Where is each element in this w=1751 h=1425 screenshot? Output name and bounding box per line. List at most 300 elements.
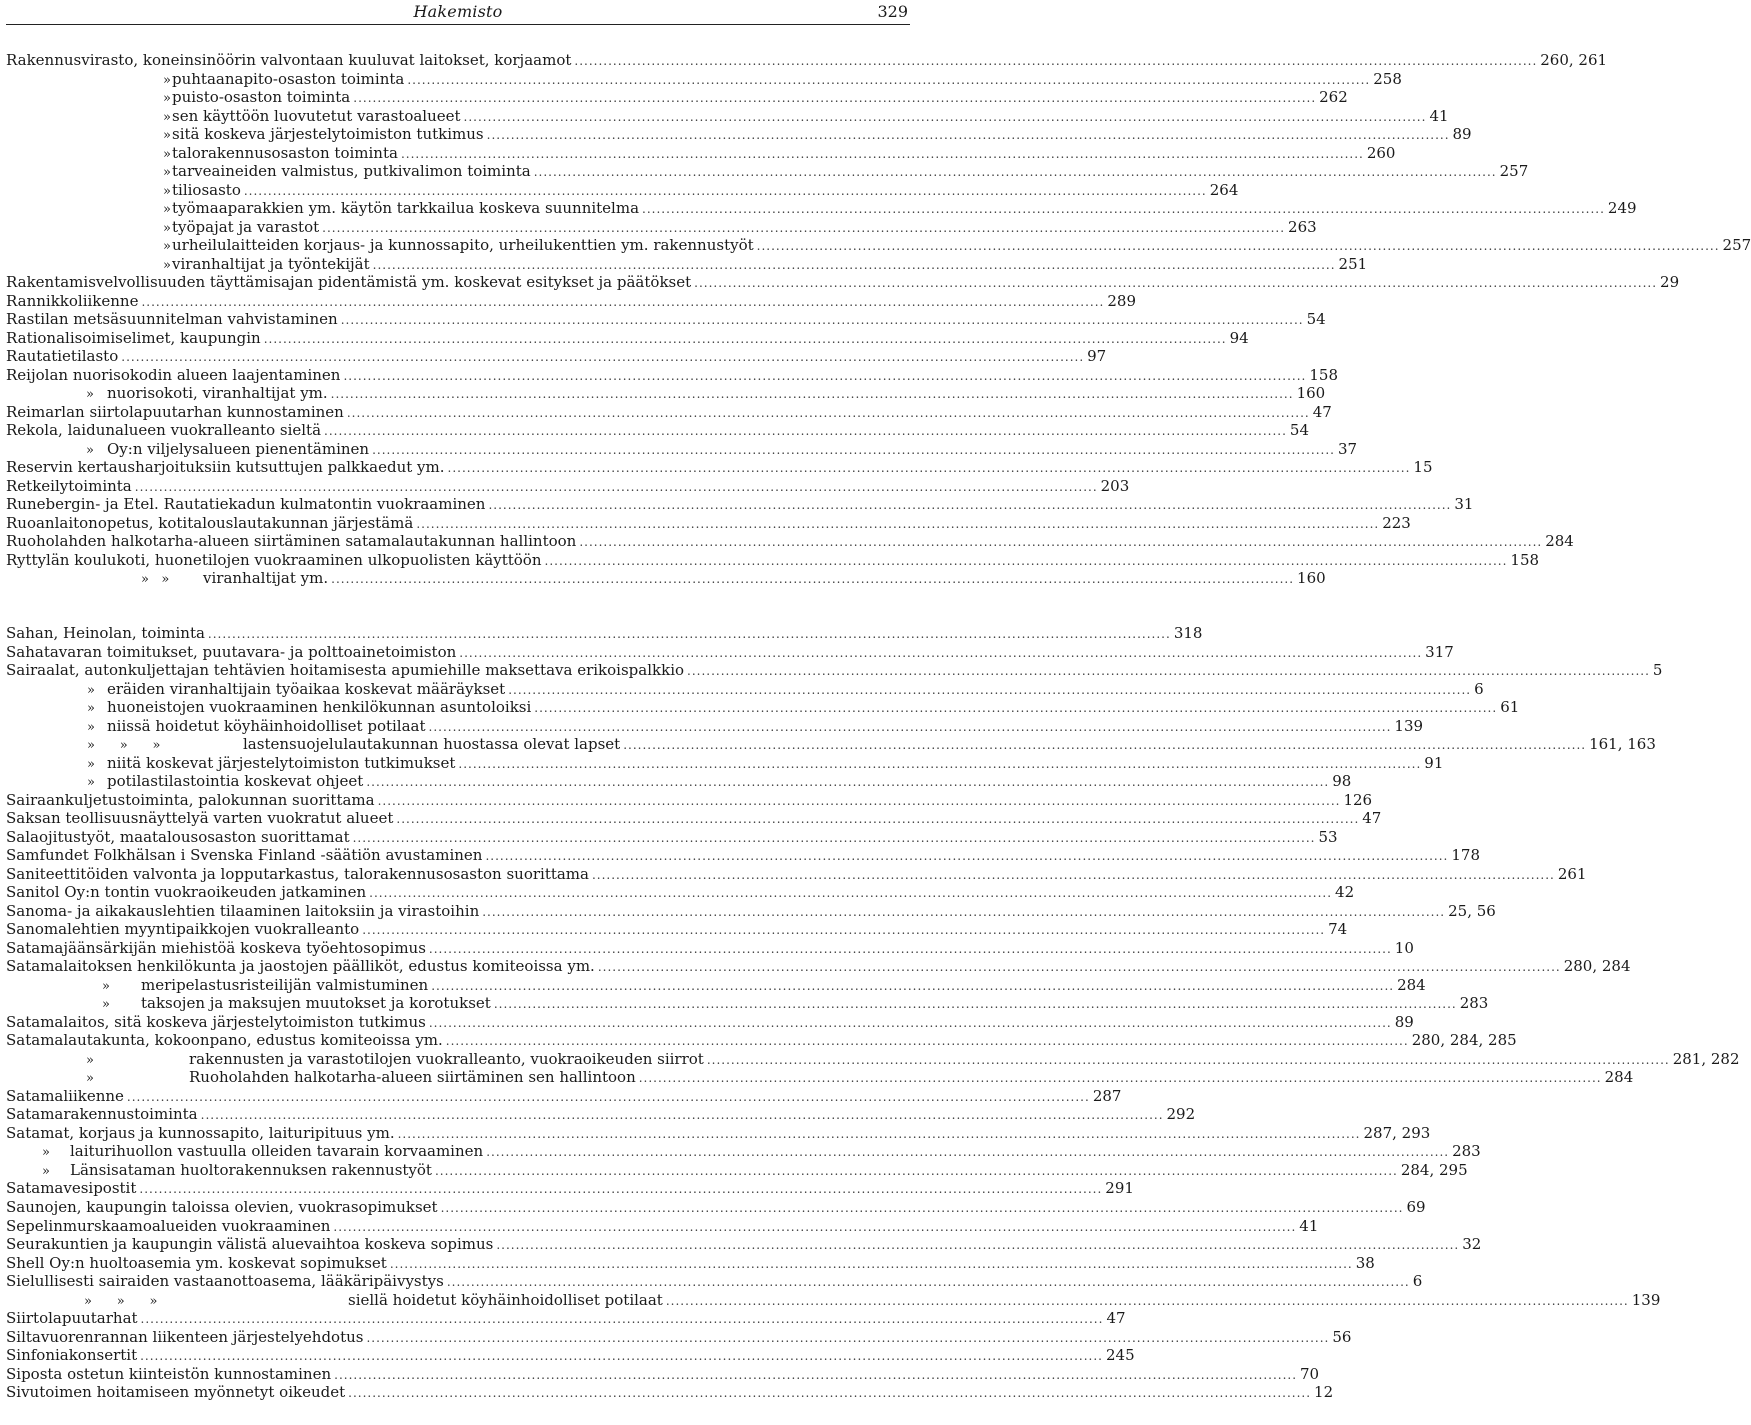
leader-dots: ........................................................................................................................................................................................................ bbox=[459, 645, 1423, 660]
leader-dots: ........................................................................................................................................................................................................ bbox=[331, 572, 1295, 587]
index-entry bbox=[6, 162, 1529, 181]
index-entry bbox=[6, 883, 1355, 902]
page-reference: 287, 293 bbox=[1363, 1123, 1431, 1142]
entry-text: Rannikkoliikenne bbox=[6, 291, 139, 310]
index-entry bbox=[6, 1123, 1431, 1143]
page-reference: 74 bbox=[1328, 920, 1348, 939]
ditto-mark: » bbox=[86, 1071, 94, 1087]
page-reference: 158 bbox=[1309, 365, 1338, 384]
entry-text: Rautatietilasto bbox=[6, 347, 119, 366]
page-reference: 98 bbox=[1332, 772, 1352, 791]
entry-text: Samfundet Folkhälsan i Svenska Finland -säätiön avustaminen bbox=[6, 846, 483, 865]
page-reference: 318 bbox=[1173, 624, 1203, 642]
index-entry bbox=[6, 846, 1480, 865]
leader-dots: ........................................................................................................................................................................................................ bbox=[407, 72, 1371, 87]
ditto-mark: » bbox=[163, 146, 171, 162]
entry-text: Seurakuntien ja kaupungin välistä aluevaihtoa koskeva sopimus bbox=[6, 1235, 494, 1254]
page-reference: 15 bbox=[1413, 458, 1433, 477]
index-entry bbox=[6, 365, 1338, 385]
index-entry bbox=[6, 217, 1317, 237]
page-reference: 317 bbox=[1425, 642, 1454, 661]
leader-dots: ........................................................................................................................................................................................................ bbox=[446, 1275, 1410, 1290]
entry-text: työmaaparakkien ym. käytön tarkkailua koskeva suunnitelma bbox=[172, 199, 640, 218]
ditto-mark: » bbox=[87, 682, 95, 698]
page-reference: 160 bbox=[1297, 569, 1326, 588]
leader-dots: ........................................................................................................................................................................................................ bbox=[534, 701, 1498, 716]
leader-dots: ........................................................................................................................................................................................................ bbox=[447, 461, 1411, 476]
index-entry bbox=[6, 716, 1424, 736]
entry-text: Satamalaitoksen henkilökunta ja jaostojen päälliköt, edustus komiteoissa ym. bbox=[6, 957, 595, 976]
leader-dots: ........................................................................................................................................................................................................ bbox=[353, 91, 1317, 106]
page-reference: 203 bbox=[1100, 476, 1130, 495]
leader-dots: ........................................................................................................................................................................................................ bbox=[340, 313, 1304, 328]
page-reference: 89 bbox=[1394, 1012, 1414, 1031]
leader-dots: ........................................................................................................................................................................................................ bbox=[334, 1367, 1298, 1382]
leader-dots: ........................................................................................................................................................................................................ bbox=[496, 1238, 1460, 1253]
page-reference: 245 bbox=[1106, 1346, 1135, 1365]
page-reference: 69 bbox=[1406, 1197, 1426, 1216]
leader-dots: ........................................................................................................................................................................................................ bbox=[694, 276, 1658, 291]
entry-text: sitä koskeva järjestelytoimiston tutkimus bbox=[172, 125, 484, 144]
entry-text: Sahatavaran toimitukset, puutavara- ja polttoainetoimiston bbox=[6, 642, 457, 661]
leader-dots: ........................................................................................................................................................................................................ bbox=[389, 1256, 1353, 1271]
index-entry bbox=[6, 827, 1338, 847]
leader-dots: ........................................................................................................................................................................................................ bbox=[243, 183, 1207, 198]
entry-text: lastensuojelulautakunnan huostassa olevat lapset bbox=[243, 735, 621, 754]
entry-text: potilastilastointia koskevat ohjeet bbox=[107, 772, 364, 791]
leader-dots: ........................................................................................................................................................................................................ bbox=[434, 1163, 1398, 1178]
page-reference: 160 bbox=[1296, 384, 1326, 403]
leader-dots: ........................................................................................................................................................................................................ bbox=[458, 756, 1422, 771]
leader-dots: ........................................................................................................................................................................................................ bbox=[428, 1015, 1392, 1030]
ditto-mark: » » » bbox=[87, 738, 161, 754]
ditto-mark: » bbox=[87, 756, 95, 772]
leader-dots: ........................................................................................................................................................................................................ bbox=[493, 997, 1457, 1012]
index-entry bbox=[6, 753, 1444, 773]
ditto-mark: » bbox=[102, 978, 110, 994]
index-entry bbox=[6, 1272, 1423, 1291]
page-reference: 70 bbox=[1300, 1364, 1320, 1383]
page-reference: 139 bbox=[1394, 716, 1424, 735]
index-entry bbox=[6, 180, 1239, 200]
page-reference: 47 bbox=[1312, 402, 1332, 421]
entry-text: Satamavesipostit bbox=[6, 1179, 137, 1198]
page-reference: 291 bbox=[1105, 1179, 1134, 1198]
index-entry bbox=[6, 624, 1203, 643]
leader-dots: ........................................................................................................................................................................................................ bbox=[706, 1052, 1670, 1067]
page-reference: 56 bbox=[1332, 1327, 1352, 1346]
index-entry bbox=[6, 957, 1631, 976]
entry-text: Ruoholahden halkotarha-alueen siirtäminen satamalautakunnan hallintoon bbox=[6, 532, 577, 551]
leader-dots: ........................................................................................................................................................................................................ bbox=[756, 239, 1720, 254]
entry-text: Sairaalat, autonkuljettajan tehtävien hoitamisesta apumiehille maksettava erikoispalkkio bbox=[6, 661, 685, 680]
index-entry bbox=[6, 273, 1680, 292]
page-reference: 10 bbox=[1394, 938, 1414, 957]
entry-text: Sanoma- ja aikakauslehtien tilaaminen laitoksiin ja virastoihin bbox=[6, 901, 480, 920]
index-entry bbox=[6, 1309, 1126, 1328]
page-reference: 264 bbox=[1209, 180, 1239, 199]
entry-text: taksojen ja maksujen muutokset ja korotukset bbox=[141, 994, 491, 1013]
leader-dots: ........................................................................................................................................................................................................ bbox=[642, 202, 1605, 217]
entry-text: Länsisataman huoltorakennuksen rakennustyöt bbox=[70, 1160, 432, 1179]
page-reference: 262 bbox=[1319, 88, 1348, 107]
entry-text: eräiden viranhaltijain työaikaa koskevat määräykset bbox=[107, 679, 506, 698]
entry-text: Satamarakennustoiminta bbox=[6, 1105, 198, 1124]
entry-text: Reijolan nuorisokodin alueen laajentaminen bbox=[6, 365, 341, 384]
leader-dots: ........................................................................................................................................................................................................ bbox=[366, 775, 1330, 790]
ditto-mark: » bbox=[42, 1163, 50, 1179]
leader-dots: ........................................................................................................................................................................................................ bbox=[665, 1293, 1629, 1308]
index-entry bbox=[6, 550, 1540, 570]
page-reference: 31 bbox=[1454, 495, 1474, 514]
page-reference: 283 bbox=[1459, 994, 1489, 1013]
page-reference: 283 bbox=[1452, 1142, 1481, 1161]
entry-text: Siposta ostetun kiinteistön kunnostaminen bbox=[6, 1364, 332, 1383]
leader-dots: ........................................................................................................................................................................................................ bbox=[440, 1200, 1404, 1215]
leader-dots: ........................................................................................................................................................................................................ bbox=[377, 793, 1341, 808]
page-reference: 41 bbox=[1299, 1216, 1319, 1235]
page-reference: 258 bbox=[1373, 69, 1402, 88]
entry-text: Satamaliikenne bbox=[6, 1086, 124, 1105]
entry-text: Sepelinmurskaamoalueiden vuokraaminen bbox=[6, 1216, 331, 1235]
page-reference: 161, 163 bbox=[1589, 735, 1656, 754]
leader-dots: ........................................................................................................................................................................................................ bbox=[508, 682, 1472, 697]
index-entry bbox=[6, 1142, 1481, 1161]
page-reference: 25, 56 bbox=[1448, 901, 1496, 920]
index-entry bbox=[6, 938, 1414, 958]
entry-text: Satamat, korjaus ja kunnossapito, laituripituus ym. bbox=[6, 1123, 395, 1142]
page-reference: 257 bbox=[1499, 162, 1529, 181]
index-entry bbox=[6, 1049, 1740, 1069]
ditto-mark: » bbox=[86, 442, 94, 458]
index-entry bbox=[6, 679, 1484, 699]
page-reference: 97 bbox=[1087, 347, 1107, 366]
entry-text: niitä koskevat järjestelytoimiston tutkimukset bbox=[107, 753, 456, 772]
leader-dots: ........................................................................................................................................................................................................ bbox=[348, 1386, 1312, 1401]
leader-dots: ........................................................................................................................................................................................................ bbox=[445, 1034, 1409, 1049]
entry-text: työpajat ja varastot bbox=[172, 217, 320, 236]
entry-text: Sinfoniakonsertit bbox=[6, 1346, 138, 1365]
entry-text: Sairaankuljetustoiminta, palokunnan suorittama bbox=[6, 790, 375, 809]
index-entry bbox=[6, 642, 1454, 662]
page-reference: 260 bbox=[1366, 143, 1396, 162]
entry-text: puisto-osaston toiminta bbox=[172, 88, 351, 107]
entry-text: Saniteettitöiden valvonta ja lopputarkastus, talorakennusosaston suorittama bbox=[6, 864, 589, 883]
index-entry bbox=[6, 402, 1332, 422]
index-entry bbox=[6, 1031, 1517, 1050]
entry-text: Ryttylän koulukoti, huonetilojen vuokraaminen ulkopuolisten käyttöön bbox=[6, 550, 542, 569]
page-reference: 280, 284 bbox=[1563, 957, 1631, 976]
leader-dots: ........................................................................................................................................................................................................ bbox=[121, 350, 1085, 365]
page-reference: 38 bbox=[1355, 1253, 1375, 1272]
leader-dots: ........................................................................................................................................................................................................ bbox=[488, 498, 1452, 513]
page-reference: 257 bbox=[1722, 236, 1751, 255]
leader-dots: ........................................................................................................................................................................................................ bbox=[346, 405, 1310, 420]
index-entry bbox=[6, 1068, 1634, 1087]
page-reference: 91 bbox=[1424, 753, 1444, 772]
leader-dots: ........................................................................................................................................................................................................ bbox=[428, 941, 1392, 956]
leader-dots: ........................................................................................................................................................................................................ bbox=[352, 830, 1316, 845]
index-entry bbox=[6, 1364, 1320, 1384]
entry-text: Reservin kertausharjoituksiin kutsuttujen palkkaedut ym. bbox=[6, 458, 445, 477]
page-reference: 47 bbox=[1106, 1309, 1126, 1328]
index-entry bbox=[6, 790, 1373, 810]
leader-dots: ........................................................................................................................................................................................................ bbox=[397, 1126, 1361, 1141]
ditto-mark: » bbox=[87, 775, 95, 791]
ditto-mark: » bbox=[163, 220, 171, 236]
page-reference: 42 bbox=[1335, 883, 1355, 902]
ditto-mark: » » bbox=[141, 572, 170, 588]
page-reference: 284 bbox=[1397, 975, 1426, 994]
index-entry bbox=[6, 106, 1449, 126]
index-entry bbox=[6, 901, 1496, 921]
entry-text: rakennusten ja varastotilojen vuokralleanto, vuokraoikeuden siirrot bbox=[189, 1049, 704, 1068]
entry-text: siellä hoidetut köyhäinhoidolliset potilaat bbox=[348, 1290, 663, 1309]
entry-text: Sielullisesti sairaiden vastaanottoasema, lääkäripäivystys bbox=[6, 1272, 444, 1291]
index-entry bbox=[6, 384, 1326, 403]
ditto-mark: » » » bbox=[84, 1293, 158, 1309]
page-number: 329 bbox=[877, 2, 908, 21]
index-entry bbox=[6, 698, 1520, 717]
index-entry bbox=[6, 1235, 1482, 1254]
index-entry bbox=[6, 199, 1637, 218]
leader-dots: ........................................................................................................................................................................................................ bbox=[591, 867, 1555, 882]
entry-text: Satamalaitos, sitä koskeva järjestelytoimiston tutkimus bbox=[6, 1012, 426, 1031]
index-section-s bbox=[6, 624, 1740, 1402]
index-entry bbox=[6, 975, 1426, 995]
page-reference: 223 bbox=[1382, 513, 1411, 532]
index-entry bbox=[6, 328, 1249, 348]
leader-dots: ........................................................................................................................................................................................................ bbox=[372, 257, 1336, 272]
leader-dots: ........................................................................................................................................................................................................ bbox=[579, 535, 1543, 550]
entry-text: urheilulaitteiden korjaus- ja kunnossapito, urheilukenttien ym. rakennustyöt bbox=[172, 236, 754, 255]
leader-dots: ........................................................................................................................................................................................................ bbox=[623, 738, 1587, 753]
page-reference: 263 bbox=[1288, 217, 1317, 236]
entry-text: Saksan teollisuusnäyttelyä varten vuokratut alueet bbox=[6, 809, 394, 828]
page-reference: 6 bbox=[1412, 1272, 1423, 1291]
entry-text: talorakennusosaston toiminta bbox=[172, 143, 398, 162]
entry-text: Reimarlan siirtolapuutarhan kunnostaminen bbox=[6, 402, 344, 421]
ditto-mark: » bbox=[87, 701, 95, 717]
page-reference: 41 bbox=[1429, 106, 1449, 125]
entry-text: Salaojitustyöt, maatalousosaston suorittamat bbox=[6, 827, 350, 846]
index-entry bbox=[6, 735, 1656, 754]
entry-text: meripelastusristeilijän valmistuminen bbox=[141, 975, 429, 994]
entry-text: Siltavuorenrannan liikenteen järjestelyehdotus bbox=[6, 1327, 364, 1346]
index-entry bbox=[6, 1383, 1334, 1402]
index-entry bbox=[6, 439, 1358, 459]
page-reference: 47 bbox=[1362, 809, 1382, 828]
index-entry bbox=[6, 864, 1587, 884]
ditto-mark: » bbox=[163, 109, 171, 125]
leader-dots: ........................................................................................................................................................................................................ bbox=[140, 1312, 1104, 1327]
entry-text: Rakennusvirasto, koneinsinöörin valvontaan kuuluvat laitokset, korjaamot bbox=[6, 51, 572, 69]
leader-dots: ........................................................................................................................................................................................................ bbox=[597, 960, 1561, 975]
leader-dots: ........................................................................................................................................................................................................ bbox=[533, 165, 1497, 180]
entry-text: Rekola, laidunalueen vuokralleanto sieltä bbox=[6, 421, 322, 440]
ditto-mark: » bbox=[102, 997, 110, 1013]
leader-dots: ........................................................................................................................................................................................................ bbox=[428, 719, 1392, 734]
leader-dots: ........................................................................................................................................................................................................ bbox=[463, 109, 1427, 124]
ditto-mark: » bbox=[87, 719, 95, 735]
ditto-mark: » bbox=[163, 128, 171, 144]
entry-text: Ruoanlaitonopetus, kotitalouslautakunnan järjestämä bbox=[6, 513, 414, 532]
page-reference: 12 bbox=[1314, 1383, 1334, 1402]
leader-dots: ........................................................................................................................................................................................................ bbox=[333, 1219, 1297, 1234]
entry-text: Runebergin- ja Etel. Rautatiekadun kulmatontin vuokraaminen bbox=[6, 495, 486, 514]
page-reference: 29 bbox=[1660, 273, 1680, 292]
page-reference: 61 bbox=[1500, 698, 1520, 717]
ditto-mark: » bbox=[163, 257, 171, 273]
index-entry bbox=[6, 1105, 1196, 1124]
page-reference: 94 bbox=[1229, 328, 1249, 347]
index-entry bbox=[6, 513, 1411, 533]
leader-dots: ........................................................................................................................................................................................................ bbox=[134, 479, 1098, 494]
index-entry bbox=[6, 254, 1368, 274]
leader-dots: ........................................................................................................................................................................................................ bbox=[574, 54, 1538, 68]
leader-dots: ........................................................................................................................................................................................................ bbox=[486, 1145, 1450, 1160]
leader-dots: ........................................................................................................................................................................................................ bbox=[330, 387, 1294, 402]
ditto-mark: » bbox=[86, 1052, 94, 1068]
page-reference: 249 bbox=[1607, 199, 1637, 218]
entry-text: viranhaltijat ym. bbox=[203, 569, 329, 588]
index-entry bbox=[6, 569, 1326, 588]
index-entry bbox=[6, 1216, 1319, 1236]
leader-dots: ........................................................................................................................................................................................................ bbox=[343, 368, 1307, 383]
index-entry bbox=[6, 1346, 1135, 1365]
index-entry bbox=[6, 143, 1396, 163]
leader-dots: ........................................................................................................................................................................................................ bbox=[544, 553, 1508, 568]
leader-dots: ........................................................................................................................................................................................................ bbox=[200, 1108, 1164, 1123]
entry-text: Rakentamisvelvollisuuden täyttämisajan pidentämistä ym. koskevat esitykset ja päätökset bbox=[6, 273, 692, 292]
ditto-mark: » bbox=[163, 202, 171, 218]
index-entry bbox=[6, 809, 1382, 828]
index-entry bbox=[6, 476, 1130, 496]
index-section-r bbox=[6, 51, 1751, 588]
index-entry bbox=[6, 495, 1474, 514]
ditto-mark: » bbox=[163, 183, 171, 199]
header-rule bbox=[6, 24, 910, 25]
page-reference: 139 bbox=[1631, 1290, 1661, 1309]
entry-text: Satamajäänsärkijän miehistöä koskeva työehtosopimus bbox=[6, 938, 426, 957]
index-entry bbox=[6, 1086, 1122, 1106]
index-entry bbox=[6, 994, 1489, 1013]
index-entry bbox=[6, 1327, 1352, 1347]
index-entry bbox=[6, 920, 1348, 939]
index-entry bbox=[6, 88, 1348, 107]
entry-text: Satamalautakunta, kokoonpano, edustus komiteoissa ym. bbox=[6, 1031, 443, 1050]
leader-dots: ........................................................................................................................................................................................................ bbox=[139, 1182, 1103, 1197]
leader-dots: ........................................................................................................................................................................................................ bbox=[416, 516, 1380, 531]
page-reference: 32 bbox=[1462, 1235, 1482, 1254]
index-entry bbox=[6, 236, 1751, 255]
entry-text: sen käyttöön luovutetut varastoalueet bbox=[172, 106, 461, 125]
page-reference: 54 bbox=[1306, 310, 1326, 329]
leader-dots: ........................................................................................................................................................................................................ bbox=[638, 1071, 1602, 1086]
page-reference: 281, 282 bbox=[1672, 1049, 1740, 1068]
entry-text: Sivutoimen hoitamiseen myönnetyt oikeudet bbox=[6, 1383, 346, 1402]
index-entry bbox=[6, 458, 1433, 477]
leader-dots: ........................................................................................................................................................................................................ bbox=[369, 886, 1333, 901]
leader-dots: ........................................................................................................................................................................................................ bbox=[324, 424, 1287, 439]
leader-dots: ........................................................................................................................................................................................................ bbox=[486, 128, 1450, 143]
leader-dots: ........................................................................................................................................................................................................ bbox=[126, 1089, 1090, 1104]
leader-dots: ........................................................................................................................................................................................................ bbox=[140, 1349, 1103, 1364]
page-reference: 89 bbox=[1452, 125, 1472, 144]
page-reference: 260, 261 bbox=[1540, 51, 1608, 69]
entry-text: Sanitol Oy:n tontin vuokraoikeuden jatkaminen bbox=[6, 883, 367, 902]
entry-text: Rastilan metsäsuunnitelman vahvistaminen bbox=[6, 310, 338, 329]
entry-text: Retkeilytoiminta bbox=[6, 476, 132, 495]
leader-dots: ........................................................................................................................................................................................................ bbox=[482, 904, 1446, 919]
leader-dots: ........................................................................................................................................................................................................ bbox=[431, 978, 1395, 993]
index-entry bbox=[6, 1160, 1468, 1180]
page-reference: 289 bbox=[1107, 291, 1136, 310]
leader-dots: ........................................................................................................................................................................................................ bbox=[141, 294, 1105, 309]
ditto-mark: » bbox=[163, 165, 171, 181]
page-reference: 126 bbox=[1343, 790, 1373, 809]
leader-dots: ........................................................................................................................................................................................................ bbox=[362, 923, 1326, 938]
entry-text: Sanomalehtien myyntipaikkojen vuokralleanto bbox=[6, 920, 360, 939]
entry-text: huoneistojen vuokraaminen henkilökunnan asuntoloiksi bbox=[107, 698, 532, 717]
page-reference: 284 bbox=[1545, 532, 1574, 551]
entry-text: Ruoholahden halkotarha-alueen siirtäminen sen hallintoon bbox=[189, 1068, 636, 1087]
entry-text: Sahan, Heinolan, toiminta bbox=[6, 624, 205, 642]
leader-dots: ........................................................................................................................................................................................................ bbox=[400, 146, 1364, 161]
entry-text: Shell Oy:n huoltoasemia ym. koskevat sopimukset bbox=[6, 1253, 387, 1272]
index-entry bbox=[6, 291, 1136, 311]
index-entry bbox=[6, 69, 1402, 89]
ditto-mark: » bbox=[42, 1145, 50, 1161]
index-entry bbox=[6, 1253, 1375, 1273]
leader-dots: ........................................................................................................................................................................................................ bbox=[485, 849, 1449, 864]
index-entry bbox=[6, 1197, 1426, 1217]
entry-text: laiturihuollon vastuulla olleiden tavarain korvaaminen bbox=[70, 1142, 484, 1161]
page-header bbox=[6, 0, 910, 24]
running-title: Hakemisto bbox=[413, 2, 503, 21]
index-entry bbox=[6, 310, 1326, 329]
page-reference: 292 bbox=[1166, 1105, 1196, 1124]
index-entry bbox=[6, 1290, 1661, 1310]
leader-dots: ........................................................................................................................................................................................................ bbox=[263, 331, 1227, 346]
page-reference: 5 bbox=[1652, 661, 1663, 680]
leader-dots: ........................................................................................................................................................................................................ bbox=[687, 664, 1650, 679]
index-entry bbox=[6, 347, 1107, 366]
leader-dots: ........................................................................................................................................................................................................ bbox=[207, 627, 1171, 641]
leader-dots: ........................................................................................................................................................................................................ bbox=[366, 1330, 1330, 1345]
page-reference: 54 bbox=[1289, 421, 1310, 440]
leader-dots: ........................................................................................................................................................................................................ bbox=[396, 812, 1360, 827]
index-entry bbox=[6, 1012, 1414, 1032]
leader-dots: ........................................................................................................................................................................................................ bbox=[372, 442, 1335, 457]
page-reference: 284, 295 bbox=[1400, 1160, 1468, 1179]
index-entry bbox=[6, 1179, 1134, 1198]
ditto-mark: » bbox=[163, 91, 171, 107]
page-reference: 280, 284, 285 bbox=[1411, 1031, 1517, 1050]
entry-text: niissä hoidetut köyhäinhoidolliset potilaat bbox=[107, 716, 426, 735]
page-reference: 6 bbox=[1474, 679, 1484, 698]
index-entry bbox=[6, 421, 1310, 440]
page-reference: 158 bbox=[1510, 550, 1540, 569]
entry-text: Saunojen, kaupungin taloissa olevien, vuokrasopimukset bbox=[6, 1197, 438, 1216]
page-reference: 284 bbox=[1604, 1068, 1634, 1087]
ditto-mark: » bbox=[86, 387, 94, 403]
entry-text: Rationalisoimiselimet, kaupungin bbox=[6, 328, 261, 347]
entry-text: tarveaineiden valmistus, putkivalimon toiminta bbox=[172, 162, 531, 181]
entry-text: tiliosasto bbox=[172, 180, 241, 199]
entry-text: puhtaanapito-osaston toiminta bbox=[172, 69, 405, 88]
page-reference: 287 bbox=[1092, 1086, 1122, 1105]
